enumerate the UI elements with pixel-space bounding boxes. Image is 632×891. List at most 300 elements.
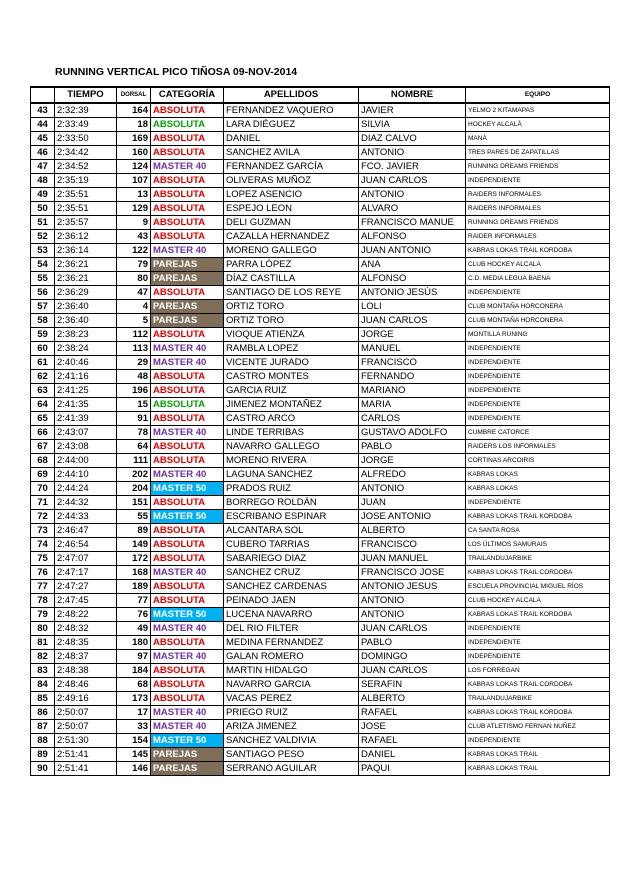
cell-dorsal: 18	[117, 118, 151, 132]
cell-tiempo: 2:33:49	[55, 118, 117, 132]
cell-categoria: MASTER 40	[151, 244, 224, 258]
cell-equipo: INDEPENDIENTE	[466, 734, 610, 748]
cell-dorsal: 124	[117, 160, 151, 174]
cell-nombre: ALBERTO	[359, 524, 466, 538]
cell-apellidos: CASTRO MONTES	[224, 370, 359, 384]
cell-apellidos: PEINADO JAEN	[224, 594, 359, 608]
cell-categoria: ABSOLUTA	[151, 103, 224, 118]
cell-categoria: ABSOLUTA	[151, 692, 224, 706]
cell-pos: 80	[31, 622, 55, 636]
cell-dorsal: 113	[117, 342, 151, 356]
cell-tiempo: 2:44:24	[55, 482, 117, 496]
cell-dorsal: 79	[117, 258, 151, 272]
cell-categoria: PAREJAS	[151, 272, 224, 286]
cell-nombre: JOSE	[359, 720, 466, 734]
cell-categoria: ABSOLUTA	[151, 328, 224, 342]
cell-nombre: DANIEL	[359, 748, 466, 762]
cell-apellidos: MORENO RIVERA	[224, 454, 359, 468]
cell-categoria: MASTER 40	[151, 706, 224, 720]
cell-apellidos: NAVARRO GALLEGO	[224, 440, 359, 454]
cell-dorsal: 49	[117, 622, 151, 636]
page-title: RUNNING VERTICAL PICO TIÑOSA 09-NOV-2014	[55, 66, 298, 78]
cell-apellidos: SANTIAGO PESO	[224, 748, 359, 762]
cell-pos: 73	[31, 524, 55, 538]
cell-nombre: CARLOS	[359, 412, 466, 426]
cell-pos: 69	[31, 468, 55, 482]
cell-nombre: ANTONIO	[359, 482, 466, 496]
cell-pos: 58	[31, 314, 55, 328]
cell-categoria: PAREJAS	[151, 258, 224, 272]
cell-nombre: JUAN CARLOS	[359, 622, 466, 636]
cell-apellidos: CAZALLA HERNANDEZ	[224, 230, 359, 244]
cell-categoria: MASTER 50	[151, 608, 224, 622]
cell-nombre: DIAZ CALVO	[359, 132, 466, 146]
cell-nombre: ANA	[359, 258, 466, 272]
table-row	[31, 412, 610, 426]
cell-dorsal: 160	[117, 146, 151, 160]
cell-dorsal: 146	[117, 762, 151, 776]
table-row	[31, 356, 610, 370]
cell-categoria: MASTER 40	[151, 622, 224, 636]
cell-tiempo: 2:48:38	[55, 664, 117, 678]
cell-categoria: ABSOLUTA	[151, 552, 224, 566]
cell-apellidos: CUBERO TARRIAS	[224, 538, 359, 552]
table-row	[31, 664, 610, 678]
cell-apellidos: SANCHEZ CARDENAS	[224, 580, 359, 594]
cell-equipo: LOS ÚLTIMOS SAMURAIS	[466, 538, 610, 552]
cell-dorsal: 78	[117, 426, 151, 440]
cell-tiempo: 2:43:08	[55, 440, 117, 454]
cell-tiempo: 2:41:16	[55, 370, 117, 384]
cell-pos: 53	[31, 244, 55, 258]
cell-equipo: KABRAS LOKAS TRAIL KORDOBA	[466, 244, 610, 258]
table-row	[31, 468, 610, 482]
table-row	[31, 552, 610, 566]
cell-categoria: ABSOLUTA	[151, 678, 224, 692]
cell-categoria: MASTER 40	[151, 720, 224, 734]
cell-equipo: KABRAS LOKAS TRAIL KORDOBA	[466, 608, 610, 622]
cell-categoria: MASTER 40	[151, 342, 224, 356]
cell-tiempo: 2:36:14	[55, 244, 117, 258]
cell-categoria: ABSOLUTA	[151, 216, 224, 230]
cell-apellidos: VIOQUE ATIENZA	[224, 328, 359, 342]
cell-pos: 70	[31, 482, 55, 496]
cell-dorsal: 68	[117, 678, 151, 692]
cell-apellidos: MEDINA FERNANDEZ	[224, 636, 359, 650]
table-row	[31, 692, 610, 706]
cell-pos: 45	[31, 132, 55, 146]
cell-dorsal: 64	[117, 440, 151, 454]
cell-categoria: ABSOLUTA	[151, 132, 224, 146]
cell-dorsal: 149	[117, 538, 151, 552]
cell-apellidos: PRIEGO RUIZ	[224, 706, 359, 720]
cell-nombre: ALFREDO	[359, 468, 466, 482]
cell-equipo: INDEPENDIENTE	[466, 412, 610, 426]
cell-tiempo: 2:46:47	[55, 524, 117, 538]
cell-equipo: TRES PARES DE ZAPATILLAS	[466, 146, 610, 160]
cell-nombre: JORGE	[359, 328, 466, 342]
cell-categoria: MASTER 40	[151, 160, 224, 174]
cell-tiempo: 2:41:25	[55, 384, 117, 398]
header-pos	[31, 87, 55, 103]
table-row	[31, 510, 610, 524]
cell-tiempo: 2:44:33	[55, 510, 117, 524]
cell-pos: 66	[31, 426, 55, 440]
table-row	[31, 202, 610, 216]
table-row	[31, 482, 610, 496]
table-row	[31, 678, 610, 692]
table-row	[31, 748, 610, 762]
cell-equipo: INDEPENDIENTE	[466, 636, 610, 650]
cell-nombre: DOMINGO	[359, 650, 466, 664]
cell-nombre: JUAN CARLOS	[359, 664, 466, 678]
cell-categoria: ABSOLUTA	[151, 454, 224, 468]
cell-pos: 79	[31, 608, 55, 622]
cell-nombre: SILVIA	[359, 118, 466, 132]
cell-tiempo: 2:44:00	[55, 454, 117, 468]
cell-equipo: CLUB MONTAÑA HORCONERA	[466, 314, 610, 328]
cell-apellidos: CASTRO ARCO	[224, 412, 359, 426]
cell-apellidos: FERNANDEZ GARCÍA	[224, 160, 359, 174]
cell-categoria: ABSOLUTA	[151, 580, 224, 594]
cell-apellidos: DÍAZ CASTILLA	[224, 272, 359, 286]
cell-dorsal: 112	[117, 328, 151, 342]
cell-categoria: ABSOLUTA	[151, 496, 224, 510]
cell-pos: 78	[31, 594, 55, 608]
cell-equipo: MANÁ	[466, 132, 610, 146]
table-body	[31, 103, 610, 776]
cell-equipo: INDEPENDIENTE	[466, 622, 610, 636]
cell-tiempo: 2:40:46	[55, 356, 117, 370]
cell-tiempo: 2:48:35	[55, 636, 117, 650]
cell-pos: 64	[31, 398, 55, 412]
cell-equipo: TRAILANDUJARBIKE	[466, 552, 610, 566]
cell-pos: 48	[31, 174, 55, 188]
table-row	[31, 622, 610, 636]
cell-equipo: CORTINAS ARCOIRIS	[466, 454, 610, 468]
cell-apellidos: ORTIZ TORO	[224, 300, 359, 314]
cell-equipo: INDEPENDIENTE	[466, 496, 610, 510]
cell-tiempo: 2:35:19	[55, 174, 117, 188]
cell-dorsal: 173	[117, 692, 151, 706]
cell-dorsal: 189	[117, 580, 151, 594]
cell-categoria: ABSOLUTA	[151, 412, 224, 426]
cell-dorsal: 164	[117, 103, 151, 118]
cell-equipo: KABRAS LOKAS TRAIL CORDOBA	[466, 566, 610, 580]
cell-equipo: INDEPENDIENTE	[466, 286, 610, 300]
cell-categoria: ABSOLUTA	[151, 174, 224, 188]
cell-equipo: INDEPENDIENTE	[466, 356, 610, 370]
cell-apellidos: MORENO GALLEGO	[224, 244, 359, 258]
cell-categoria: MASTER 40	[151, 566, 224, 580]
cell-pos: 67	[31, 440, 55, 454]
cell-tiempo: 2:50:07	[55, 720, 117, 734]
cell-dorsal: 29	[117, 356, 151, 370]
cell-categoria: MASTER 50	[151, 510, 224, 524]
cell-pos: 87	[31, 720, 55, 734]
cell-nombre: PABLO	[359, 636, 466, 650]
cell-apellidos: VACAS PEREZ	[224, 692, 359, 706]
table-row	[31, 496, 610, 510]
cell-dorsal: 169	[117, 132, 151, 146]
table-row	[31, 524, 610, 538]
cell-apellidos: SANCHEZ VALDIVIA	[224, 734, 359, 748]
table-row	[31, 230, 610, 244]
cell-dorsal: 107	[117, 174, 151, 188]
cell-equipo: INDEPENDIENTE	[466, 342, 610, 356]
cell-pos: 47	[31, 160, 55, 174]
cell-equipo: CA SANTA ROSA	[466, 524, 610, 538]
cell-categoria: ABSOLUTA	[151, 524, 224, 538]
cell-dorsal: 184	[117, 664, 151, 678]
table-row	[31, 636, 610, 650]
table-row	[31, 300, 610, 314]
table-row	[31, 132, 610, 146]
cell-tiempo: 2:41:39	[55, 412, 117, 426]
cell-pos: 59	[31, 328, 55, 342]
cell-nombre: FRANCISCO	[359, 538, 466, 552]
cell-equipo: INDEPENDIENTE	[466, 398, 610, 412]
cell-equipo: INDEPENDIENTE	[466, 384, 610, 398]
cell-pos: 49	[31, 188, 55, 202]
cell-apellidos: VICENTE JURADO	[224, 356, 359, 370]
cell-tiempo: 2:48:32	[55, 622, 117, 636]
table-row	[31, 370, 610, 384]
cell-dorsal: 77	[117, 594, 151, 608]
cell-pos: 57	[31, 300, 55, 314]
cell-equipo: LOS FORREGAN	[466, 664, 610, 678]
cell-tiempo: 2:44:10	[55, 468, 117, 482]
cell-equipo: CLUB ATLETISMO FERNAN NUÑEZ	[466, 720, 610, 734]
cell-pos: 71	[31, 496, 55, 510]
table-row	[31, 286, 610, 300]
cell-equipo: KABRAS LOKAS TRAIL KORDOBA	[466, 510, 610, 524]
cell-nombre: JUAN CARLOS	[359, 174, 466, 188]
cell-tiempo: 2:47:45	[55, 594, 117, 608]
cell-categoria: MASTER 40	[151, 426, 224, 440]
cell-equipo: INDEPENDIENTE	[466, 370, 610, 384]
cell-dorsal: 89	[117, 524, 151, 538]
cell-dorsal: 145	[117, 748, 151, 762]
cell-pos: 43	[31, 103, 55, 118]
cell-nombre: ANTONIO	[359, 594, 466, 608]
table-row	[31, 258, 610, 272]
cell-tiempo: 2:36:21	[55, 272, 117, 286]
cell-nombre: ANTONIO	[359, 188, 466, 202]
cell-categoria: MASTER 50	[151, 482, 224, 496]
cell-tiempo: 2:36:40	[55, 300, 117, 314]
cell-pos: 82	[31, 650, 55, 664]
header-row	[31, 87, 610, 103]
cell-nombre: FERNANDO	[359, 370, 466, 384]
cell-dorsal: 80	[117, 272, 151, 286]
cell-pos: 44	[31, 118, 55, 132]
table-row	[31, 454, 610, 468]
cell-apellidos: SANCHEZ CRUZ	[224, 566, 359, 580]
cell-pos: 86	[31, 706, 55, 720]
cell-categoria: PAREJAS	[151, 300, 224, 314]
cell-apellidos: ALCANTARA SOL	[224, 524, 359, 538]
cell-dorsal: 151	[117, 496, 151, 510]
cell-categoria: ABSOLUTA	[151, 202, 224, 216]
table-row	[31, 566, 610, 580]
cell-nombre: RAFAEL	[359, 734, 466, 748]
cell-equipo: KABRAS LOKAS TRAIL	[466, 748, 610, 762]
cell-nombre: MARIA	[359, 398, 466, 412]
cell-equipo: RUNNING DREAMS FRIENDS	[466, 216, 610, 230]
cell-apellidos: ESPEJO LEON	[224, 202, 359, 216]
table-row	[31, 580, 610, 594]
cell-equipo: ESCUELA PROVINCIAL MIGUEL RÍOS	[466, 580, 610, 594]
cell-pos: 55	[31, 272, 55, 286]
cell-nombre: JUAN ANTONIO	[359, 244, 466, 258]
cell-equipo: RUNNING DREAMS FRIENDS	[466, 160, 610, 174]
cell-pos: 72	[31, 510, 55, 524]
cell-pos: 56	[31, 286, 55, 300]
cell-dorsal: 76	[117, 608, 151, 622]
cell-nombre: SERAFIN	[359, 678, 466, 692]
cell-equipo: RAIDERS INFORMALES	[466, 202, 610, 216]
cell-equipo: KABRAS LOKAS	[466, 482, 610, 496]
cell-dorsal: 15	[117, 398, 151, 412]
cell-pos: 74	[31, 538, 55, 552]
cell-apellidos: SANTIAGO DE LOS REYE	[224, 286, 359, 300]
cell-pos: 76	[31, 566, 55, 580]
cell-apellidos: PARRA LÓPEZ	[224, 258, 359, 272]
cell-categoria: ABSOLUTA	[151, 230, 224, 244]
cell-nombre: ALFONSO	[359, 230, 466, 244]
cell-apellidos: OLIVERAS MUÑOZ	[224, 174, 359, 188]
cell-equipo: RAIDERS INFORMALES	[466, 188, 610, 202]
cell-nombre: ANTONIO JESÚS	[359, 286, 466, 300]
cell-categoria: PAREJAS	[151, 748, 224, 762]
cell-nombre: ALBERTO	[359, 692, 466, 706]
cell-apellidos: LINDE TERRIBAS	[224, 426, 359, 440]
cell-pos: 63	[31, 384, 55, 398]
cell-dorsal: 172	[117, 552, 151, 566]
cell-dorsal: 180	[117, 636, 151, 650]
header-categoria: CATEGORÍA	[151, 87, 224, 103]
cell-equipo: RAIDERS LOS INFORMALES	[466, 440, 610, 454]
table-row	[31, 328, 610, 342]
cell-pos: 90	[31, 762, 55, 776]
cell-nombre: FRANCISCO	[359, 356, 466, 370]
table-row	[31, 314, 610, 328]
cell-pos: 65	[31, 412, 55, 426]
cell-tiempo: 2:44:32	[55, 496, 117, 510]
cell-nombre: FRANCISCO JOSE	[359, 566, 466, 580]
cell-equipo: INDEPENDIENTE	[466, 650, 610, 664]
cell-nombre: ANTONIO	[359, 146, 466, 160]
cell-nombre: ALFONSO	[359, 272, 466, 286]
cell-dorsal: 97	[117, 650, 151, 664]
cell-categoria: ABSOLUTA	[151, 118, 224, 132]
cell-tiempo: 2:36:12	[55, 230, 117, 244]
cell-categoria: MASTER 40	[151, 468, 224, 482]
cell-apellidos: BORREGO ROLDÁN	[224, 496, 359, 510]
cell-nombre: GUSTAVO ADOLFO	[359, 426, 466, 440]
cell-apellidos: LAGUNA SANCHEZ	[224, 468, 359, 482]
cell-apellidos: SANCHEZ AVILA	[224, 146, 359, 160]
cell-pos: 46	[31, 146, 55, 160]
cell-nombre: JUAN CARLOS	[359, 314, 466, 328]
cell-dorsal: 17	[117, 706, 151, 720]
cell-apellidos: RAMBLA LOPEZ	[224, 342, 359, 356]
cell-apellidos: NAVARRO GARCIA	[224, 678, 359, 692]
table-row	[31, 384, 610, 398]
table-row	[31, 103, 610, 118]
cell-categoria: PAREJAS	[151, 762, 224, 776]
cell-tiempo: 2:38:24	[55, 342, 117, 356]
cell-tiempo: 2:35:51	[55, 188, 117, 202]
cell-tiempo: 2:47:07	[55, 552, 117, 566]
cell-nombre: ALVARO	[359, 202, 466, 216]
cell-nombre: ANTONIO JESUS	[359, 580, 466, 594]
cell-tiempo: 2:43:07	[55, 426, 117, 440]
cell-equipo: CUMBRE CATORCE	[466, 426, 610, 440]
cell-categoria: ABSOLUTA	[151, 594, 224, 608]
cell-tiempo: 2:38:23	[55, 328, 117, 342]
cell-equipo: CLUB HOCKEY ALCALA	[466, 258, 610, 272]
cell-dorsal: 202	[117, 468, 151, 482]
cell-equipo: YELMO 2 KITAMAPAS	[466, 103, 610, 118]
cell-apellidos: DELI GUZMAN	[224, 216, 359, 230]
cell-nombre: JUAN	[359, 496, 466, 510]
cell-nombre: JOSE ANTONIO	[359, 510, 466, 524]
cell-tiempo: 2:48:22	[55, 608, 117, 622]
cell-nombre: JUAN MANUEL	[359, 552, 466, 566]
cell-equipo: TRAILANDUJARBIKE	[466, 692, 610, 706]
cell-apellidos: ORTIZ TORO	[224, 314, 359, 328]
cell-apellidos: DEL RIO FILTER	[224, 622, 359, 636]
cell-apellidos: ARIZA JIMENEZ	[224, 720, 359, 734]
cell-pos: 61	[31, 356, 55, 370]
cell-apellidos: ESCRIBANO ESPINAR	[224, 510, 359, 524]
cell-apellidos: JIMENEZ MONTAÑEZ	[224, 398, 359, 412]
cell-tiempo: 2:48:46	[55, 678, 117, 692]
cell-tiempo: 2:41:35	[55, 398, 117, 412]
cell-categoria: ABSOLUTA	[151, 636, 224, 650]
cell-pos: 68	[31, 454, 55, 468]
cell-tiempo: 2:36:40	[55, 314, 117, 328]
cell-tiempo: 2:46:54	[55, 538, 117, 552]
cell-nombre: FCO. JAVIER	[359, 160, 466, 174]
cell-categoria: ABSOLUTA	[151, 146, 224, 160]
table-row	[31, 398, 610, 412]
cell-categoria: ABSOLUTA	[151, 384, 224, 398]
cell-categoria: ABSOLUTA	[151, 286, 224, 300]
table-row	[31, 216, 610, 230]
cell-nombre: JORGE	[359, 454, 466, 468]
cell-dorsal: 122	[117, 244, 151, 258]
table-row	[31, 342, 610, 356]
cell-dorsal: 33	[117, 720, 151, 734]
cell-nombre: MANUEL	[359, 342, 466, 356]
cell-equipo: MONTILLA RUNING	[466, 328, 610, 342]
cell-nombre: FRANCISCO MANUE	[359, 216, 466, 230]
header-dorsal: DORSAL	[117, 87, 151, 103]
cell-pos: 89	[31, 748, 55, 762]
cell-categoria: ABSOLUTA	[151, 398, 224, 412]
cell-tiempo: 2:36:29	[55, 286, 117, 300]
cell-apellidos: LUCENA NAVARRO	[224, 608, 359, 622]
cell-tiempo: 2:34:52	[55, 160, 117, 174]
cell-pos: 52	[31, 230, 55, 244]
cell-equipo: KABRAS LOKAS	[466, 468, 610, 482]
cell-pos: 62	[31, 370, 55, 384]
table-header	[31, 87, 610, 103]
cell-dorsal: 111	[117, 454, 151, 468]
